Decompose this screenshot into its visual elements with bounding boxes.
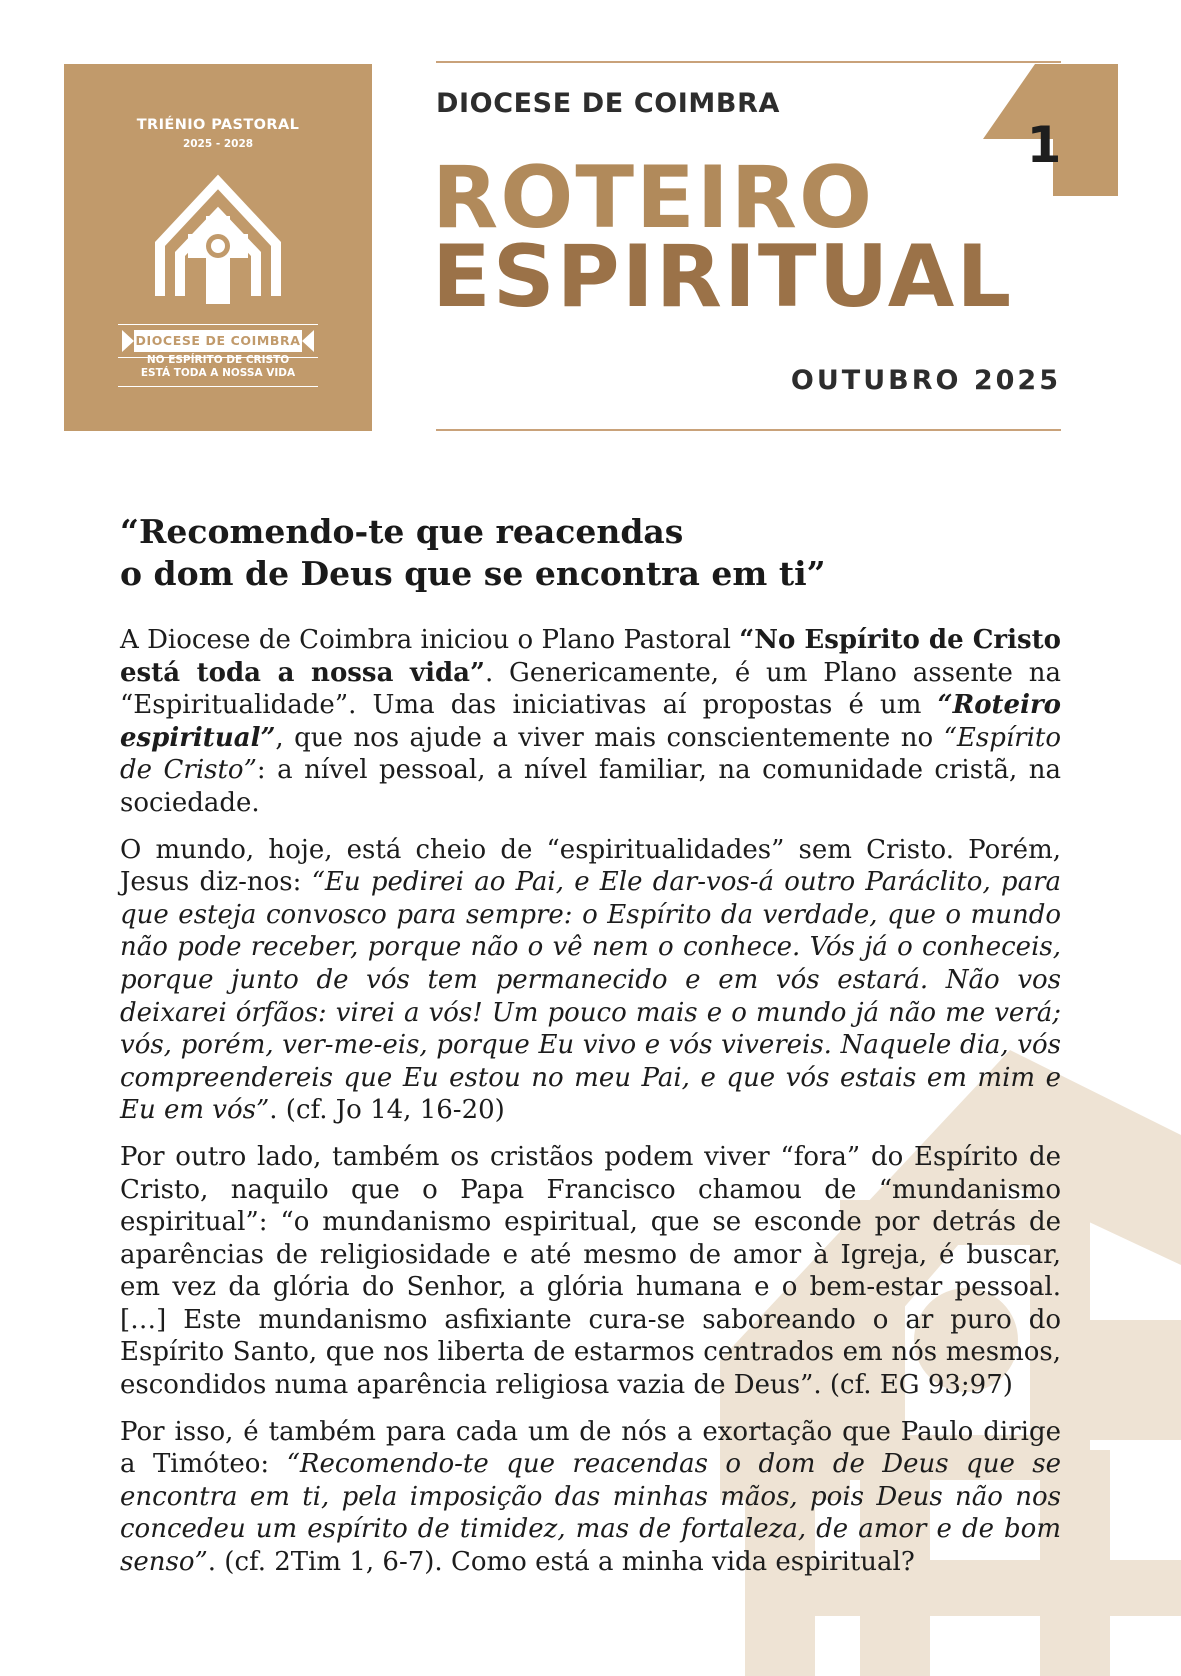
logo-divider: [118, 386, 318, 387]
headline-line-1: “Recomendo-te que reacendas: [120, 512, 684, 551]
article-paragraph-2: O mundo, hoje, está cheio de “espiritualidades” sem Cristo. Porém, Jesus diz-nos: “Eu pedirei ao Pai, e Ele dar-vos-á outro Paráclito, para que esteja convosco para sempre: o Espírito da verdade, que o mundo não pode receber, porque não o vê nem o conhece. Vós já o conheceis, porque junto de vós tem permanecido e em vós estará. Não vos deixarei órfãos: virei a vós! Um pouco mais e o mundo já não me verá; vós, porém, ver-me-eis, porque Eu vivo e vós vivereis. Naquele dia, vós compreendereis que Eu estou no meu Pai, e que vós estais em mim e Eu em vós”. (cf. Jo 14, 16-20): [120, 834, 1061, 1126]
headline-line-2: o dom de Deus que se encontra em ti”: [120, 554, 826, 593]
title-espiritual: ESPIRITUAL: [432, 227, 1014, 327]
logo-motto-line-1: NO ESPÍRITO DE CRISTO: [146, 354, 290, 366]
logo-motto-line-2: ESTÁ TODA A NOSSA VIDA: [140, 367, 296, 379]
logo-years-label: 2025 - 2028: [182, 138, 254, 150]
article-paragraph-4: Por isso, é também para cada um de nós a exortação que Paulo dirige a Timóteo: “Recomendo-te que reacendas o dom de Deus que se encontra em ti, pela imposição das minhas mãos, pois Deus não nos concedeu um espírito de timidez, mas de fortaleza, de amor e de bom senso”. (cf. 2Tim 1, 6-7). Como está a minha vida espiritual?: [120, 1416, 1061, 1578]
logo-triennium-label: TRIÉNIO PASTORAL: [136, 117, 300, 133]
title-roteiro: ROTEIRO: [432, 148, 875, 248]
logo-diocese-label: DIOCESE DE COIMBRA: [134, 330, 302, 352]
article-headline: [120, 511, 940, 595]
article-body: [120, 624, 1061, 1593]
article-paragraph-3: Por outro lado, também os cristãos podem viver “fora” do Espírito de Cristo, naquilo que o Papa Francisco chamou de “mundanismo espiritual”: “o mundanismo espiritual, que se esconde por detrás de aparências de religiosidade e até mesmo de amor à Igreja, é buscar, em vez da glória do Senhor, a glória humana e o bem-estar pessoal. […] Este mundanismo asfixiante cura-se saboreando o ar puro do Espírito Santo, que nos liberta de estarmos centrados em nós mesmos, escondidos numa aparência religiosa vazia de Deus”. (cf. EG 93;97): [120, 1141, 1061, 1401]
cross-house-emblem-icon: [140, 164, 296, 320]
issue-month: OUTUBRO 2025: [790, 365, 1061, 396]
header-bottom-rule: [436, 429, 1061, 431]
pastoral-triennium-logo: [64, 64, 372, 431]
diocese-title: DIOCESE DE COIMBRA: [436, 88, 780, 119]
header-top-rule: [436, 61, 1061, 63]
issue-number: 1: [1026, 116, 1062, 174]
article-paragraph-1: A Diocese de Coimbra iniciou o Plano Pastoral “No Espírito de Cristo está toda a nossa vida”. Genericamente, é um Plano assente na “Espiritualidade”. Uma das iniciativas aí propostas é um “Roteiro espiritual”, que nos ajude a viver mais conscientemente no “Espírito de Cristo”: a nível pessoal, a nível familiar, na comunidade cristã, na sociedade.: [120, 625, 1062, 818]
logo-diocese-banner: [118, 324, 318, 358]
